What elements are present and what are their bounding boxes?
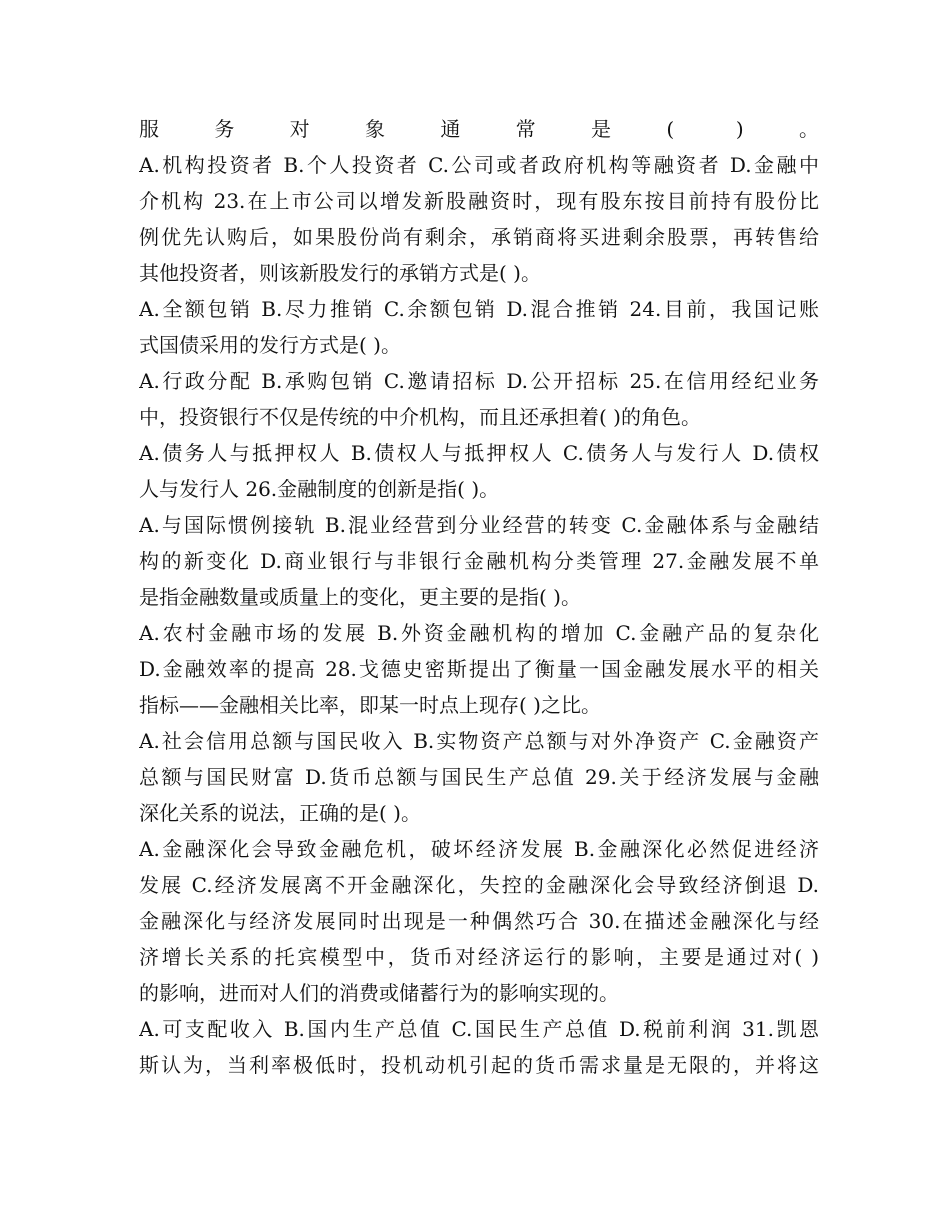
- text-line: A.与国际惯例接轨 B.混业经营到分业经营的转变 C.金融体系与金融结: [139, 513, 819, 537]
- text-line: 是指金融数量或质量上的变化，更主要的是指( )。: [139, 585, 581, 609]
- text-line: 介机构 23.在上市公司以增发新股融资时，现有股东按目前持有股份比: [139, 189, 819, 213]
- text-line: 总额与国民财富 D.货币总额与国民生产总值 29.关于经济发展与金融: [139, 765, 819, 789]
- text-line: A.社会信用总额与国民收入 B.实物资产总额与对外净资产 C.金融资产: [139, 729, 819, 753]
- text-line: 构的新变化 D.商业银行与非银行金融机构分类管理 27.金融发展不单: [139, 549, 819, 573]
- text-line: 金融深化与经济发展同时出现是一种偶然巧合 30.在描述金融深化与经: [139, 909, 819, 933]
- text-line: 斯认为，当利率极低时，投机动机引起的货币需求量是无限的，并将这: [139, 1053, 819, 1077]
- body-text: [139, 111, 819, 1083]
- text-line: A.债务人与抵押权人 B.债权人与抵押权人 C.债务人与发行人 D.债权: [139, 441, 819, 465]
- text-line: 其他投资者，则该新股发行的承销方式是( )。: [139, 261, 541, 285]
- text-line: 济增长关系的托宾模型中，货币对经济运行的影响，主要是通过对( ): [139, 945, 819, 969]
- text-line: A.可支配收入 B.国内生产总值 C.国民生产总值 D.税前利润 31.凯恩: [139, 1017, 819, 1041]
- text-line: D.金融效率的提高 28.戈德史密斯提出了衡量一国金融发展水平的相关: [139, 657, 819, 681]
- text-line: 的影响，进而对人们的消费或储蓄行为的影响实现的。: [139, 981, 619, 1005]
- text-line: 指标——金融相关比率，即某一时点上现存( )之比。: [139, 693, 601, 717]
- text-line: A.行政分配 B.承购包销 C.邀请招标 D.公开招标 25.在信用经纪业务: [139, 369, 819, 393]
- text-line: A.机构投资者 B.个人投资者 C.公司或者政府机构等融资者 D.金融中: [139, 153, 819, 177]
- text-line: 深化关系的说法，正确的是( )。: [139, 801, 421, 825]
- text-line: 式国债采用的发行方式是( )。: [139, 333, 401, 357]
- text-line: 发展 C.经济发展离不开金融深化，失控的金融深化会导致经济倒退 D.: [139, 873, 819, 897]
- text-line: 中，投资银行不仅是传统的中介机构，而且还承担着( )的角色。: [139, 405, 701, 429]
- text-line: A.农村金融市场的发展 B.外资金融机构的增加 C.金融产品的复杂化: [139, 621, 819, 645]
- text-line: A.金融深化会导致金融危机，破坏经济发展 B.金融深化必然促进经济: [139, 837, 819, 861]
- text-line: A.全额包销 B.尽力推销 C.余额包销 D.混合推销 24.目前，我国记账: [139, 297, 819, 321]
- text-line: 例优先认购后，如果股份尚有剩余，承销商将买进剩余股票，再转售给: [139, 225, 819, 249]
- text-line: 服务对象通常是( )。: [139, 117, 819, 141]
- text-line: 人与发行人 26.金融制度的创新是指( )。: [139, 477, 500, 501]
